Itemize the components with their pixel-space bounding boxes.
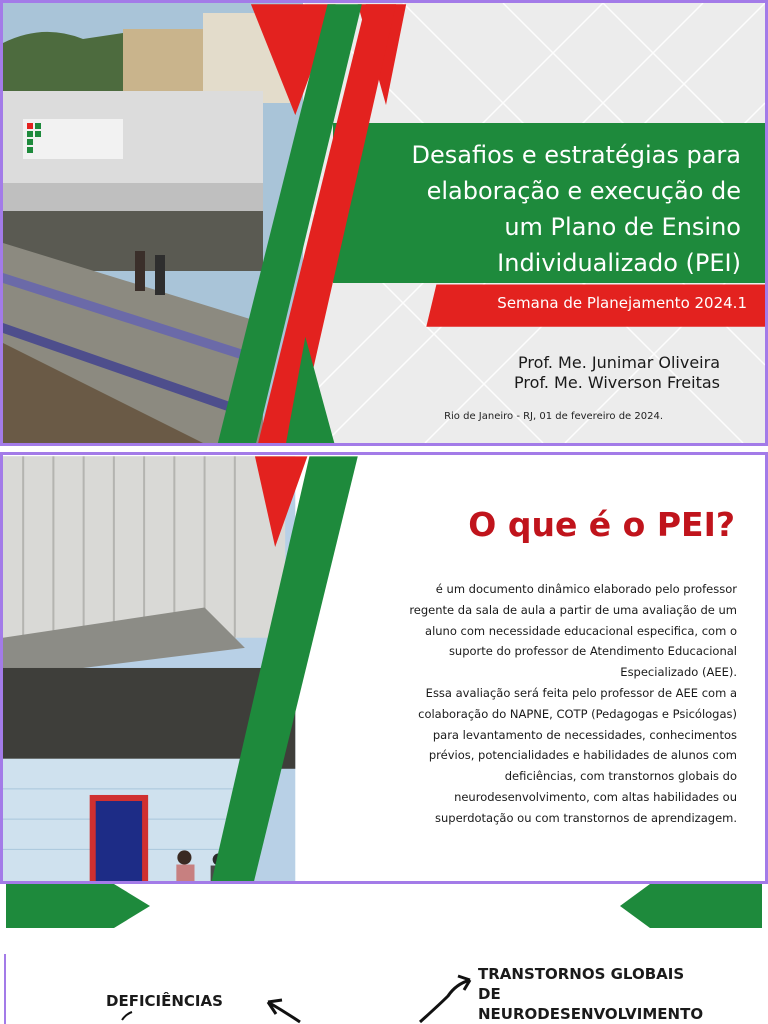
body-line: colaboração do NAPNE, COTP (Pedagogas e Psicólogas)	[418, 706, 737, 721]
authors	[473, 353, 720, 393]
body-line: suporte do professor de Atendimento Educacional	[448, 644, 737, 659]
body-line: para levantamento de necessidades, conhecimentos	[432, 727, 737, 742]
body-line: prévios, potencialidades e habilidades de alunos com	[428, 748, 737, 763]
slide-1	[0, 0, 768, 446]
transtornos-label	[478, 964, 703, 1024]
title-line-2: elaboração e execução de	[426, 177, 741, 205]
body-line: neurodesenvolvimento, com altas habilidades ou	[454, 789, 737, 804]
definition-text	[333, 579, 737, 829]
body-line: superdotação ou com transtornos de aprendizagem.	[435, 810, 737, 825]
title-line-4: Individualizado (PEI)	[497, 249, 741, 277]
body-line: é um documento dinâmico elaborado pelo professor	[435, 582, 737, 596]
body-line: aluno com necessidade educacional especifica, com o	[425, 623, 737, 638]
slide-3	[0, 884, 768, 1024]
slide-2	[0, 452, 768, 884]
title-line-3: um Plano de Ensino	[504, 213, 741, 241]
label-line: TRANSTORNOS GLOBAIS	[478, 965, 685, 983]
slide-heading: O que é o PEI?	[468, 505, 735, 544]
place-date: Rio de Janeiro - RJ, 01 de fevereiro de 2024.	[444, 411, 663, 422]
body-line: deficiências, com transtornos globais do	[504, 769, 737, 784]
body-line: regente da sala de aula a partir de uma avaliação de um	[409, 602, 737, 617]
body-line: Especializado (AEE).	[620, 665, 737, 680]
deficiencias-label: DEFICIÊNCIAS	[106, 992, 223, 1010]
label-line: DE	[478, 985, 501, 1003]
author-1: Prof. Me. Junimar Oliveira	[518, 353, 720, 372]
author-2: Prof. Me. Wiverson Freitas	[514, 373, 720, 392]
body-line: Essa avaliação será feita pelo professor de AEE com a	[425, 685, 737, 700]
label-line: NEURODESENVOLVIMENTO	[478, 1005, 704, 1023]
event-subtitle: Semana de Planejamento 2024.1	[497, 294, 747, 312]
title-line-1: Desafios e estratégias para	[411, 141, 741, 169]
